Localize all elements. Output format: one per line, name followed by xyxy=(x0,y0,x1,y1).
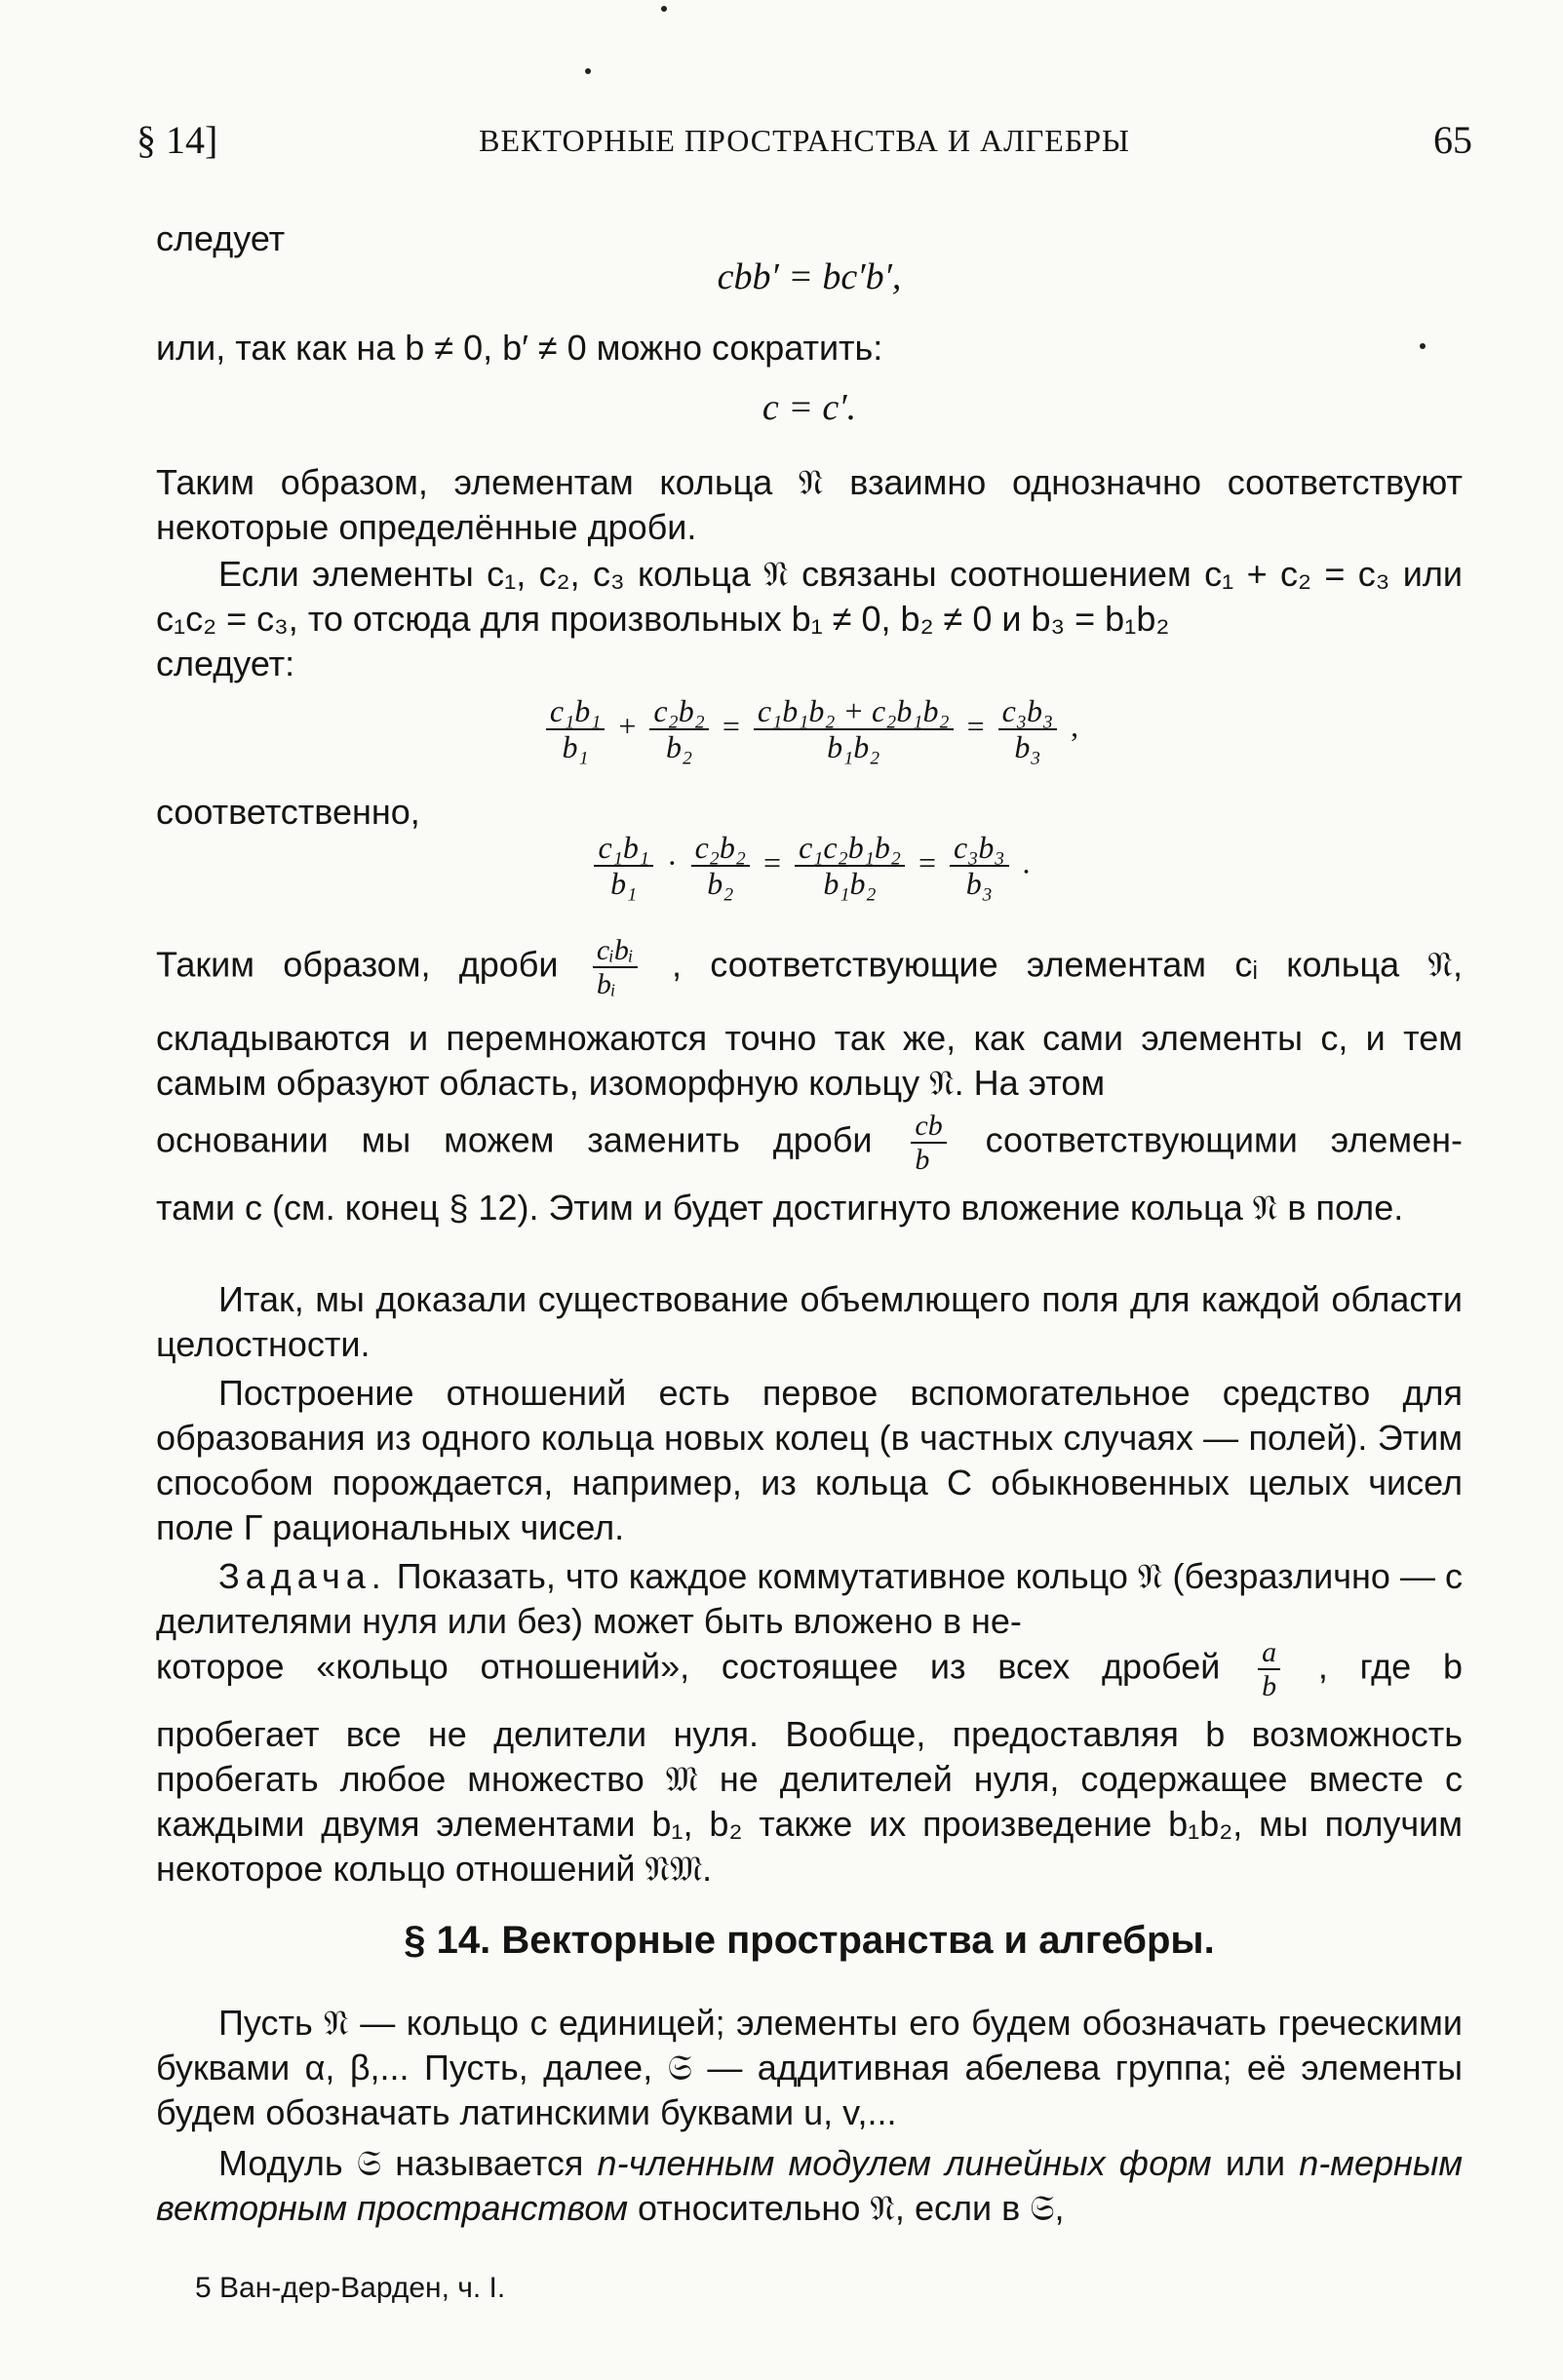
fraction-numerator: a xyxy=(1258,1636,1280,1670)
zadacha-text: Показать, что каждое коммутативное кольцо 𝔑 (безразлично — с делителями нуля или без) может быть вложено в не- xyxy=(156,1556,1463,1641)
fraction-numerator: c₃b₃ xyxy=(950,831,1008,867)
punctuation-period: . xyxy=(1022,844,1031,880)
inline-fraction xyxy=(911,1110,946,1176)
fraction-denominator: bᵢ xyxy=(596,968,616,1000)
equation-2-text: c = c′. xyxy=(762,387,857,428)
footer-signature: 5 Ван-дер-Варден, ч. I. xyxy=(195,2272,506,2304)
running-header xyxy=(137,117,1472,176)
paragraph-takim-2-line-fraction xyxy=(156,1110,1463,1176)
p8-italic-1: n-членным модулем линейных форм xyxy=(597,2143,1212,2183)
fraction xyxy=(546,694,605,764)
fraction-denominator: b₁ xyxy=(610,866,638,902)
fraction-numerator: c₁b₁ xyxy=(594,831,652,867)
fraction-numerator: c₂b₂ xyxy=(691,831,750,867)
fraction xyxy=(795,831,905,901)
paragraph-zadacha-start xyxy=(156,1554,1463,1644)
fraction xyxy=(649,694,708,764)
paragraph-takim-1: Таким образом, элементам кольца 𝔑 взаимно однозначно соответствуют некоторые определённые дроби. xyxy=(156,462,1463,547)
paragraph-pust: Пусть 𝔑 — кольцо с единицей; элементы его будем обозначать греческими буквами α, β,... Пусть, далее, 𝔖 — аддитивная абелева группа; её элементы будем обозначать латинскими буквами u, v,... xyxy=(156,2003,1463,2132)
inline-fraction xyxy=(1258,1636,1280,1702)
fraction xyxy=(998,694,1057,764)
equation-1 xyxy=(156,255,1463,298)
operator-equals: = xyxy=(763,844,782,880)
page-number: 65 xyxy=(1433,118,1472,162)
word-sootv: соответственно, xyxy=(156,792,420,832)
print-speck xyxy=(585,68,591,74)
section-heading: § 14. Векторные пространства и алгебры. xyxy=(404,1919,1215,1962)
fraction-numerator: c₂b₂ xyxy=(649,694,708,730)
paragraph-takim-2-tail: тами c (см. конец § 12). Этим и будет достигнуто вложение кольца 𝔑 в поле. xyxy=(156,1188,1404,1228)
paragraph-itak: Итак, мы доказали существование объемлющего поля для каждой области целостности. xyxy=(156,1279,1463,1364)
operator-equals: = xyxy=(966,708,985,744)
line-sootv xyxy=(156,790,1463,835)
fraction-denominator: b₁b₂ xyxy=(823,866,877,902)
p6-line-b: , где b xyxy=(1317,1646,1463,1687)
fraction-denominator: b xyxy=(915,1144,930,1176)
fraction xyxy=(691,831,750,901)
fraction-numerator: cᵢbᵢ xyxy=(593,934,638,968)
zadacha-label: Задача. xyxy=(218,1556,387,1596)
fraction-numerator: c₁c₂b₁b₂ xyxy=(795,831,905,867)
equation-2 xyxy=(156,386,1463,429)
formula-sum xyxy=(156,694,1463,764)
line-ili xyxy=(156,326,1463,371)
print-speck xyxy=(661,6,667,12)
fraction-numerator: c₃b₃ xyxy=(998,694,1057,730)
operator-equals: = xyxy=(722,708,740,744)
fraction-numerator: c₁b₁ xyxy=(546,694,605,730)
formula-product xyxy=(156,831,1463,901)
fraction-denominator: b₁ xyxy=(562,729,589,765)
fraction-denominator: b₁b₂ xyxy=(827,729,880,765)
p8-italic-2: n-мерным векторным пространством xyxy=(156,2143,1463,2228)
word-sleduet: следует xyxy=(156,218,286,258)
equation-1-text: cbb′ = bc′b′, xyxy=(717,256,902,297)
p3-line-b: соответствующими элемен- xyxy=(985,1119,1463,1160)
fraction-denominator: b₃ xyxy=(1014,729,1041,765)
header-title: ВЕКТОРНЫЕ ПРОСТРАНСТВА И АЛГЕБРЫ xyxy=(479,123,1130,158)
operator-plus: + xyxy=(618,708,637,744)
p3-end: , соответствующие элементам cᵢ кольца 𝔑, xyxy=(671,944,1463,985)
paragraph-postroenie: Построение отношений есть первое вспомогательное средство для образования из одного кольца новых колец (в частных случаях — полей). Этим способом порождается, например, из кольца C обыкновенных целых чисел поле Г рациональных чисел. xyxy=(156,1373,1463,1547)
paragraph-zadacha-line-fraction xyxy=(156,1636,1463,1702)
header-section: § 14] xyxy=(137,118,218,162)
paragraph-modul xyxy=(156,2141,1463,2231)
fraction xyxy=(950,831,1008,901)
p6-line-a: которое «кольцо отношений», состоящее из всех дробей xyxy=(156,1646,1221,1687)
line-sleduet-2 xyxy=(156,642,1463,686)
inline-fraction xyxy=(593,934,638,1000)
fraction-numerator: c₁b₁b₂ + c₂b₁b₂ xyxy=(754,694,954,730)
fraction-denominator: b₂ xyxy=(666,729,693,765)
fraction xyxy=(594,831,652,901)
p8-mid: или xyxy=(1225,2143,1286,2183)
line-ili-text: или, так как на b ≠ 0, b′ ≠ 0 можно сократить: xyxy=(156,328,883,368)
fraction-denominator: b₂ xyxy=(707,866,734,902)
p8-start: Модуль 𝔖 называется xyxy=(218,2143,584,2183)
punctuation-comma: , xyxy=(1071,708,1079,744)
fraction-denominator: b xyxy=(1262,1670,1277,1702)
word-sleduet-2: следует: xyxy=(156,644,295,683)
p8-end: относительно 𝔑, если в 𝔖, xyxy=(638,2188,1065,2228)
p3-line-a: основании мы можем заменить дроби xyxy=(156,1119,873,1160)
fraction-denominator: b₃ xyxy=(965,866,993,902)
paragraph-takim-2-line-1 xyxy=(156,934,1463,1000)
fraction-numerator: cb xyxy=(911,1110,946,1144)
fraction xyxy=(754,694,954,764)
paragraph-zadacha-end: пробегает все не делители нуля. Вообще, предоставляя b возможность пробегать любое множество 𝔐 не делителей нуля, содержащее вместе с каждыми двумя элементами b₁, b₂ также их произведение b₁b₂, мы получим некоторое кольцо отношений 𝔑𝔐. xyxy=(156,1714,1463,1889)
operator-equals: = xyxy=(918,844,937,880)
operator-dot: · xyxy=(666,844,678,880)
paragraph-takim-2-cont: складываются и перемножаются точно так же, как сами элементы c, и тем самым образуют область, изоморфную кольцу 𝔑. На этом xyxy=(156,1018,1463,1103)
paragraph-esli: Если элементы c₁, c₂, c₃ кольца 𝔑 связаны соотношением c₁ + c₂ = c₃ или c₁c₂ = c₃, то отсюда для произвольных b₁ ≠ 0, b₂ ≠ 0 и b₃ = b₁b₂ xyxy=(156,554,1463,639)
p3-start: Таким образом, дроби xyxy=(156,944,559,985)
